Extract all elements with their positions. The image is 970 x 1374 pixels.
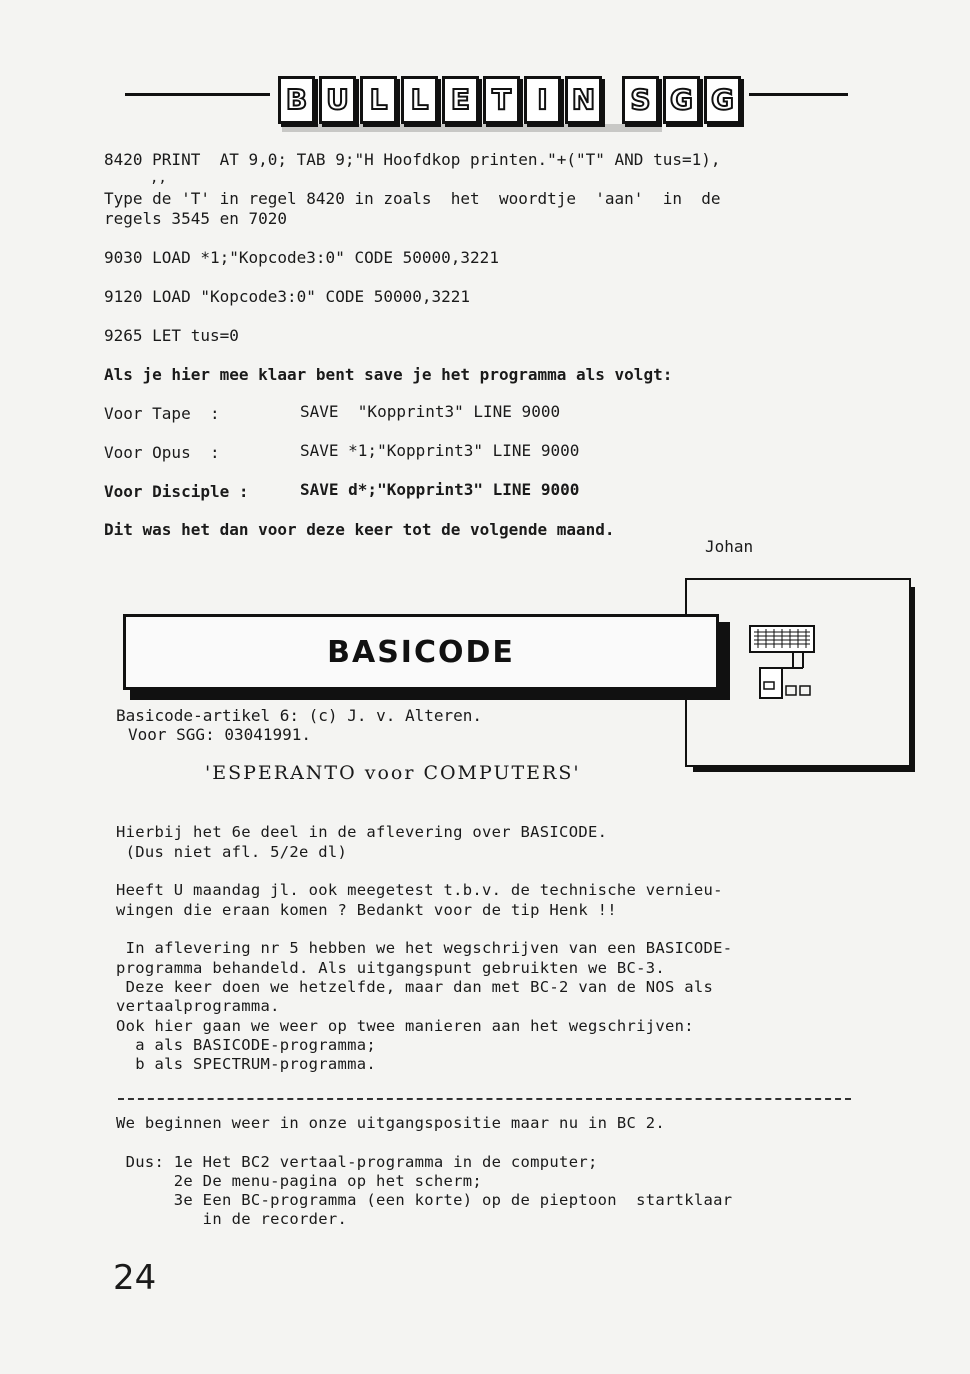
list-item: 3e Een BC-programma (een korte) op de pieptoon startklaar xyxy=(116,1191,733,1209)
logo-letter: E xyxy=(442,76,479,124)
list-item: a als BASICODE-programma; xyxy=(116,1036,377,1054)
article-subtitle: 'ESPERANTO voor COMPUTERS' xyxy=(205,762,581,784)
logo-letter: G xyxy=(663,76,700,124)
code-line-continuation: ,, xyxy=(150,170,167,186)
text-line: wingen die eraan komen ? Bedankt voor de tip Henk !! xyxy=(116,901,617,919)
logo-letter: I xyxy=(524,76,561,124)
bulletin-sgg-logo xyxy=(270,76,749,124)
text-line: Als je hier mee klaar bent save je het programma als volgt: xyxy=(104,365,673,384)
logo-letter: L xyxy=(401,76,438,124)
list-item: Dus: 1e Het BC2 vertaal-programma in de computer; xyxy=(116,1153,598,1171)
code-line: 9265 LET tus=0 xyxy=(104,326,239,345)
text-line: regels 3545 en 7020 xyxy=(104,209,288,228)
basicode-title-box xyxy=(123,614,719,690)
list-item: in de recorder. xyxy=(116,1210,348,1228)
text-line: programma behandeld. Als uitgangspunt gebruikten we BC-3. xyxy=(116,959,666,977)
logo-letter: N xyxy=(565,76,602,124)
text-line: Heeft U maandag jl. ook meegetest t.b.v. de technische vernieu- xyxy=(116,881,723,899)
logo-letter: S xyxy=(622,76,659,124)
closing-line: Dit was het dan voor deze keer tot de volgende maand. xyxy=(104,520,615,539)
text-line: (Dus niet afl. 5/2e dl) xyxy=(116,843,348,861)
logo-letter: U xyxy=(319,76,356,124)
article-date: Voor SGG: 03041991. xyxy=(128,725,312,744)
logo-letter: B xyxy=(278,76,315,124)
save-command-disciple: SAVE d*;"Kopprint3" LINE 9000 xyxy=(300,480,580,499)
logo-letter: T xyxy=(483,76,520,124)
article-credit: Basicode-artikel 6: (c) J. v. Alteren. xyxy=(116,706,483,725)
list-item: 2e De menu-pagina op het scherm; xyxy=(116,1172,483,1190)
save-command-tape: SAVE "Kopprint3" LINE 9000 xyxy=(300,402,561,421)
save-label-tape: Voor Tape : xyxy=(104,404,220,423)
text-line: Type de 'T' in regel 8420 in zoals het woordtje 'aan' in de xyxy=(104,189,721,208)
code-line: 9120 LOAD "Kopcode3:0" CODE 50000,3221 xyxy=(104,287,471,306)
list-item: b als SPECTRUM-programma. xyxy=(116,1055,377,1073)
page-number: 24 xyxy=(113,1258,157,1298)
save-command-opus: SAVE *1;"Kopprint3" LINE 9000 xyxy=(300,441,580,460)
code-line: 8420 PRINT AT 9,0; TAB 9;"H Hoofdkop printen."+("T" AND tus=1), xyxy=(104,150,721,169)
text-line: We beginnen weer in onze uitgangspositie maar nu in BC 2. xyxy=(116,1114,666,1132)
logo-letter: G xyxy=(704,76,741,124)
save-label-opus: Voor Opus : xyxy=(104,443,220,462)
code-line: 9030 LOAD *1;"Kopcode3:0" CODE 50000,3221 xyxy=(104,248,499,267)
author-signature: Johan xyxy=(705,537,754,556)
logo-letter: L xyxy=(360,76,397,124)
text-line: Deze keer doen we hetzelfde, maar dan met BC-2 van de NOS als xyxy=(116,978,714,996)
computer-illustration-icon xyxy=(748,624,818,706)
text-line: Ook hier gaan we weer op twee manieren aan het wegschrijven: xyxy=(116,1017,694,1035)
basicode-title: BASICODE xyxy=(327,634,515,670)
text-line: vertaalprogramma. xyxy=(116,997,280,1015)
text-line: Hierbij het 6e deel in de aflevering over BASICODE. xyxy=(116,823,608,841)
save-label-disciple: Voor Disciple : xyxy=(104,482,249,501)
dashed-divider xyxy=(118,1098,851,1100)
text-line: In aflevering nr 5 hebben we het wegschrijven van een BASICODE- xyxy=(116,939,733,957)
